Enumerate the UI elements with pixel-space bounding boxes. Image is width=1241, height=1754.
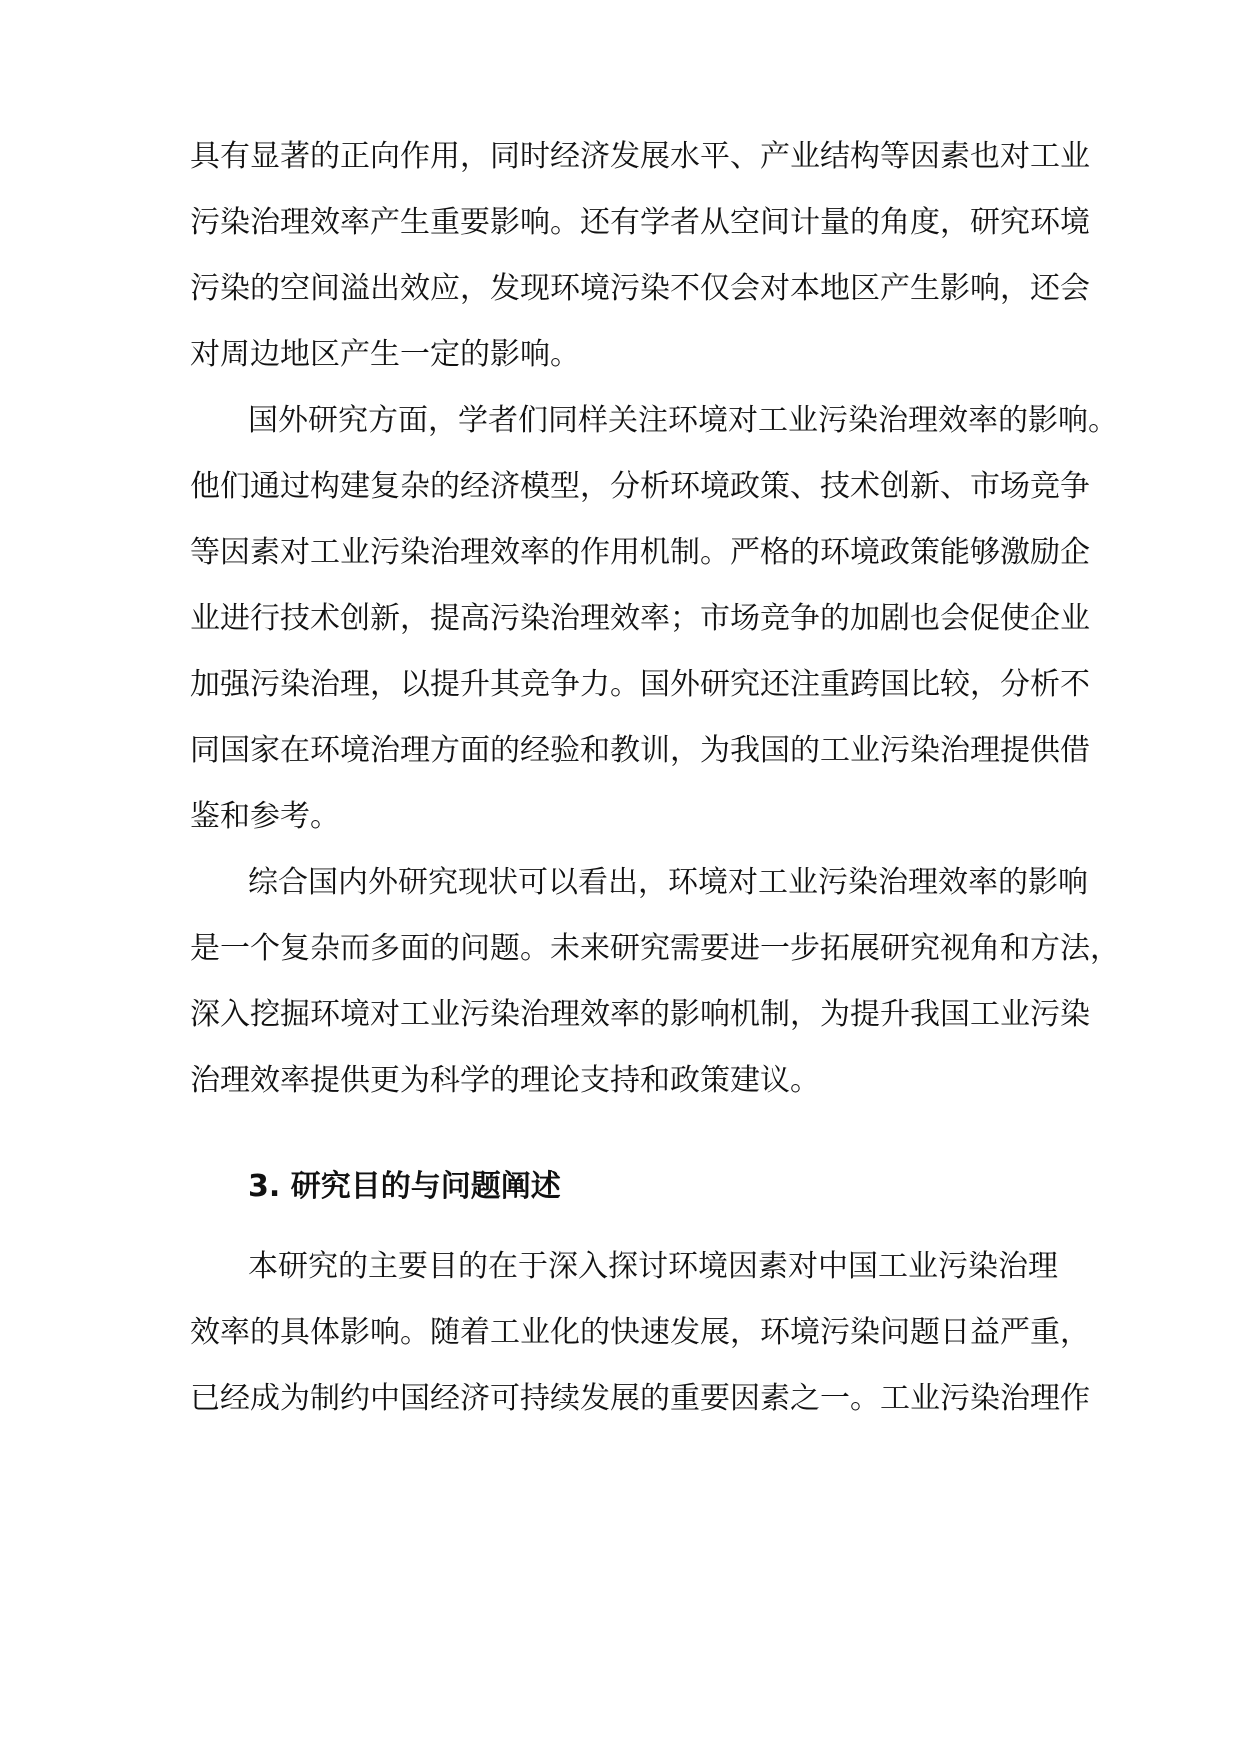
paragraph-4-line-2: 效率的具体影响。随着工业化的快速发展，环境污染问题日益严重，: [190, 1315, 1090, 1350]
paragraph-2-line-1: 国外研究方面，学者们同样关注环境对工业污染治理效率的影响。: [248, 403, 1118, 438]
paragraph-3-line-1: 综合国内外研究现状可以看出，环境对工业污染治理效率的影响: [248, 865, 1088, 900]
paragraph-2-line-3: 等因素对工业污染治理效率的作用机制。严格的环境政策能够激励企: [190, 535, 1090, 570]
paragraph-1-line-2: 污染治理效率产生重要影响。还有学者从空间计量的角度，研究环境: [190, 205, 1090, 240]
paragraph-1-line-1: 具有显著的正向作用，同时经济发展水平、产业结构等因素也对工业: [190, 139, 1090, 174]
paragraph-3-line-4: 治理效率提供更为科学的理论支持和政策建议。: [190, 1063, 820, 1098]
paragraph-3-line-3: 深入挖掘环境对工业污染治理效率的影响机制，为提升我国工业污染: [190, 997, 1090, 1032]
section-heading: 3. 研究目的与问题阐述: [248, 1169, 561, 1204]
paragraph-2-line-2: 他们通过构建复杂的经济模型，分析环境政策、技术创新、市场竞争: [190, 469, 1090, 504]
paragraph-2-line-6: 同国家在环境治理方面的经验和教训，为我国的工业污染治理提供借: [190, 733, 1090, 768]
paragraph-1-line-4: 对周边地区产生一定的影响。: [190, 337, 580, 372]
paragraph-2-line-4: 业进行技术创新，提高污染治理效率；市场竞争的加剧也会促使企业: [190, 601, 1090, 636]
paragraph-3-line-2: 是一个复杂而多面的问题。未来研究需要进一步拓展研究视角和方法，: [190, 931, 1120, 966]
paragraph-1-line-3: 污染的空间溢出效应，发现环境污染不仅会对本地区产生影响，还会: [190, 271, 1090, 306]
paragraph-2-line-5: 加强污染治理，以提升其竞争力。国外研究还注重跨国比较，分析不: [190, 667, 1090, 702]
paragraph-4-line-1: 本研究的主要目的在于深入探讨环境因素对中国工业污染治理: [248, 1249, 1058, 1284]
paragraph-4-line-3: 已经成为制约中国经济可持续发展的重要因素之一。工业污染治理作: [190, 1381, 1090, 1416]
paragraph-2-line-7: 鉴和参考。: [190, 799, 340, 834]
